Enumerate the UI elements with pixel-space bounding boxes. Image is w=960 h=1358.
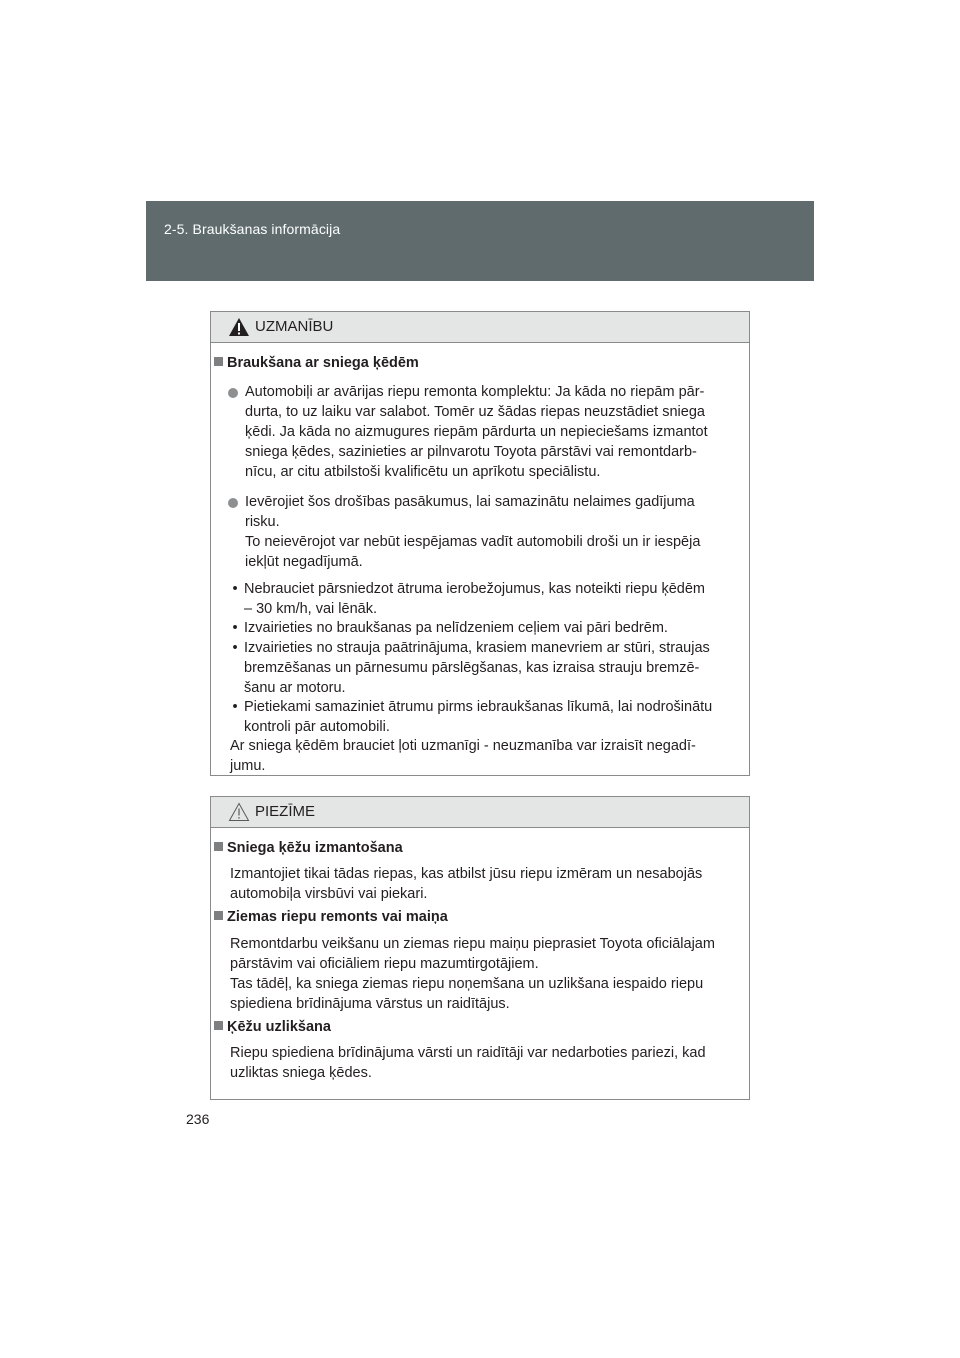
note-box — [210, 796, 750, 1100]
caution-closing: Ar sniega ķēdēm brauciet ļoti uzmanīgi - neuzmanība var izraisīt negadī- jumu. — [230, 738, 696, 774]
note-title: PIEZĪME — [255, 803, 316, 820]
note-section-title: Ķēžu uzlikšana — [214, 1019, 331, 1035]
round-bullet-icon — [228, 498, 238, 508]
note-section-title: Ziemas riepu remonts vai maiņa — [214, 909, 448, 925]
caution-list-item: • Nebrauciet pārsniedzot ātruma ierobežojumus, kas noteikti riepu ķēdēm – 30 km/h, vai lēnāk. — [232, 581, 706, 617]
square-bullet-icon — [214, 357, 223, 366]
section-title: 2-5. Braukšanas informācija — [164, 221, 341, 237]
square-bullet-icon — [214, 911, 223, 920]
square-bullet-icon — [214, 842, 223, 851]
caution-list-item: • Izvairieties no strauja paātrinājuma, krasiem manevriem ar stūri, straujas bremzēšanas un pārnesumu pārslēgšanas, kas izraisa strauju bremzē- šanu ar motoru. — [232, 640, 710, 696]
note-section-text: Izmantojiet tikai tādas riepas, kas atbilst jūsu riepu izmēram un nesabojās automobiļa virsbūvi vai piekari. — [230, 866, 703, 902]
caution-box — [210, 311, 750, 776]
notice-icon — [228, 802, 250, 822]
section-header-band — [146, 201, 814, 281]
caution-bullet-2: Ievērojiet šos drošības pasākumus, lai samazinātu nelaimes gadījuma risku. To neievērojot var nebūt iespējamas vadīt automobili droši un ir iespēja iekļūt negadījumā. — [245, 494, 701, 570]
note-section-text: Riepu spiediena brīdinājuma vārsti un raidītāji var nedarboties pariezi, kad uzliktas sniega ķēdes. — [230, 1045, 706, 1081]
page-number: 236 — [186, 1111, 210, 1127]
caution-list-item: • Izvairieties no braukšanas pa nelīdzeniem ceļiem vai pāri bedrēm. — [232, 620, 668, 636]
note-section-title: Sniega ķēžu izmantošana — [214, 840, 403, 856]
note-header — [211, 797, 749, 828]
warning-icon — [228, 317, 250, 337]
round-bullet-icon — [228, 388, 238, 398]
caution-section-title: Braukšana ar sniega ķēdēm — [214, 355, 419, 371]
caution-header — [211, 312, 749, 343]
square-bullet-icon — [214, 1021, 223, 1030]
caution-bullet-1: Automobiļi ar avārijas riepu remonta komplektu: Ja kāda no riepām pār- durta, to uz laiku var salabot. Tomēr uz šādas riepas neuzstādiet sniega ķēdi. Ja kāda no aizmugures riepām pārdurta un nepieciešams izmantot sniega ķēdes, sazinieties ar pilnvarotu Toyota pārstāvi vai remontdarb- nīcu, ar citu atbilstoši kvalificētu un aprīkotu speciālistu. — [245, 384, 708, 480]
caution-list-item: • Pietiekami samaziniet ātrumu pirms iebraukšanas līkumā, lai nodrošinātu kontroli pār automobili. — [232, 699, 713, 735]
caution-title: UZMANĪBU — [255, 318, 334, 335]
note-section-text: Remontdarbu veikšanu un ziemas riepu maiņu pieprasiet Toyota oficiālajam pārstāvim vai oficiāliem riepu mazumtirgotājiem. Tas tādēļ, ka sniega ziemas riepu noņemšana un uzlikšana iespaido riepu spiediena brīdinājuma vārstus un raidītājus. — [230, 936, 715, 1012]
